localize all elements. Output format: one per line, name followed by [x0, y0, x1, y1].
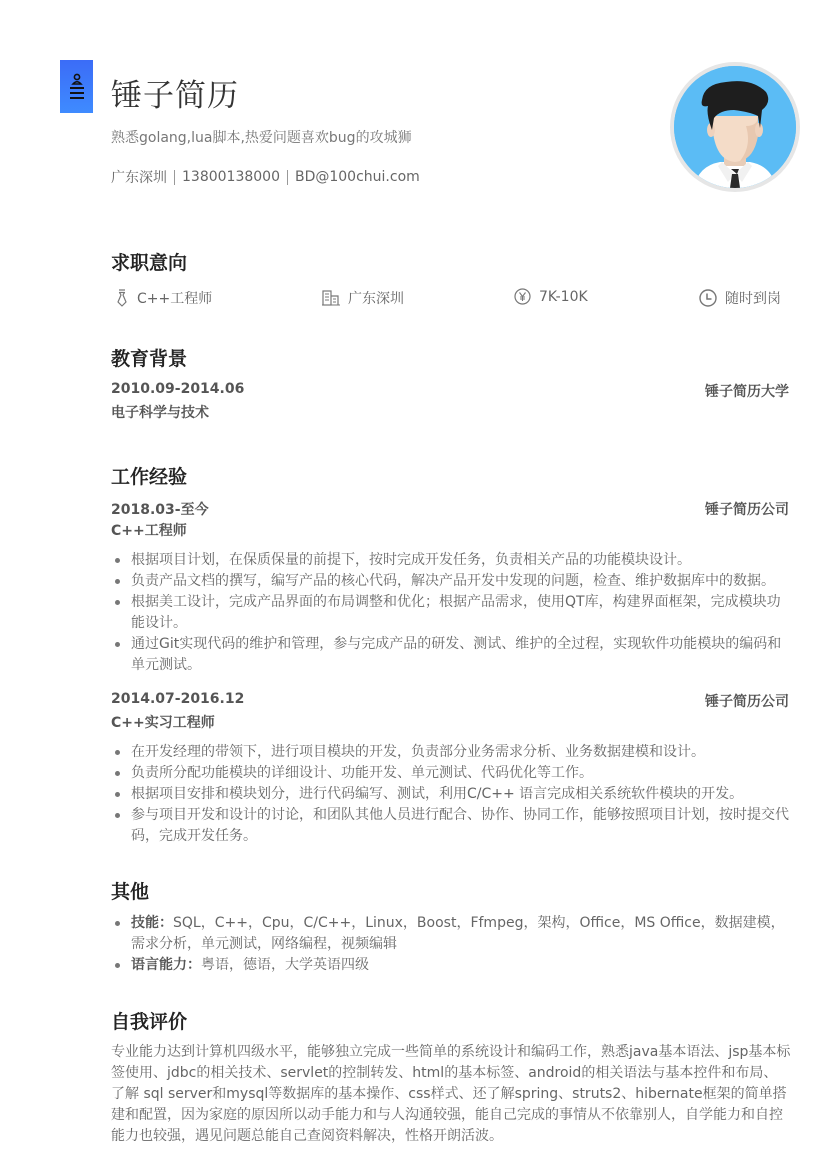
intent-position-label: C++工程师: [137, 291, 213, 307]
experience-duties-list: [111, 742, 791, 847]
avatar: [670, 62, 800, 192]
list-item: 参与项目开发和设计的讨论，和团队其他人员进行配合、协作、协同工作，能够按照项目计划，按时提交代码，完成开发任务。: [111, 805, 791, 847]
experience-role: C++实习工程师: [111, 715, 215, 731]
section-title-self-evaluation: 自我评价: [111, 1011, 188, 1033]
education-entry-header: [111, 381, 789, 401]
resume-user-icon: [67, 72, 87, 102]
experience-entry-header: [111, 691, 789, 711]
tie-icon: [115, 289, 129, 307]
self-evaluation-text: 专业能力达到计算机四级水平，能够独立完成一些简单的系统设计和编码工作，熟悉java基本语法、jsp基本标签使用、jdbc的相关技术、servlet的控制转发、html的基本标签、android的相关语法与基本控件和布局、了解 sql server和mysql等数据库的基本操作、css样式、还了解spring、struts2、hibernate框架的简单搭建和配置，因为家庭的原因所以动手能力和与人沟通较强，能自己完成的事情从不依靠别人，自学能力和自控能力也较强，遇见问题总能自己查阅资料解决，性格开朗活波。: [111, 1044, 791, 1144]
list-item: 负责产品文档的撰写，编写产品的核心代码，解决产品开发中发现的问题，检查、维护数据库中的数据。: [111, 571, 791, 592]
divider: [287, 170, 288, 185]
list-item: 根据美工设计，完成产品界面的布局调整和优化；根据产品需求，使用QT库，构建界面框架，完成模块功能设计。: [111, 592, 791, 634]
education-school: 锤子简历大学: [705, 384, 789, 400]
intent-availability: [699, 288, 781, 308]
section-title-education: 教育背景: [111, 348, 188, 370]
languages-label: 语言能力：: [131, 957, 201, 973]
intent-salary: [514, 288, 588, 305]
list-item: 在开发经理的带领下，进行项目模块的开发，负责部分业务需求分析、业务数据建模和设计。: [111, 742, 791, 763]
intent-position: [115, 288, 212, 308]
education-major: 电子科学与技术: [111, 405, 209, 421]
job-intent-row: [111, 288, 791, 308]
list-item: 通过Git实现代码的维护和管理，参与完成产品的研发、测试、维护的全过程，实现软件功能模块的编码和单元测试。: [111, 634, 791, 676]
building-icon: [322, 290, 340, 306]
experience-role: C++工程师: [111, 523, 187, 539]
section-title-job-intent: 求职意向: [111, 252, 188, 274]
list-item: 根据项目安排和模块划分，进行代码编写、测试，利用C/C++ 语言完成相关系统软件模块的开发。: [111, 784, 791, 805]
list-item-languages: [111, 955, 791, 976]
man-avatar-icon: [674, 66, 796, 188]
resume-logo-badge: [60, 60, 93, 113]
divider: [174, 170, 175, 185]
experience-duties-list: [111, 550, 791, 676]
contact-phone: 13800138000: [182, 169, 280, 185]
list-item: 负责所分配功能模块的详细设计、功能开发、单元测试、代码优化等工作。: [111, 763, 791, 784]
intent-city: [322, 288, 404, 308]
clock-icon: [699, 289, 717, 307]
intent-salary-label: 7K-10K: [539, 288, 588, 305]
education-period: 2010.09-2014.06: [111, 381, 245, 397]
list-item-skills: [111, 913, 791, 955]
experience-company: 锤子简历公司: [705, 694, 789, 710]
contact-location: 广东深圳: [111, 170, 167, 186]
intent-city-label: 广东深圳: [348, 291, 404, 307]
section-title-other: 其他: [111, 881, 150, 903]
experience-period: 2018.03-至今: [111, 502, 209, 518]
tagline: 熟悉golang,lua脚本,热爱问题喜欢bug的攻城狮: [111, 130, 412, 146]
experience-period: 2014.07-2016.12: [111, 691, 245, 707]
contact-line: [111, 167, 420, 187]
section-title-experience: 工作经验: [111, 466, 188, 488]
experience-company: 锤子简历公司: [705, 502, 789, 518]
skills-value: SQL，C++，Cpu，C/C++，Linux，Boost，Ffmpeg，架构，Office，MS Office，数据建模，需求分析，单元测试，网络编程，视频编辑: [131, 915, 785, 952]
experience-entry-header: [111, 499, 789, 519]
resume-name: 锤子简历: [111, 78, 239, 114]
list-item: 根据项目计划，在保质保量的前提下，按时完成开发任务，负责相关产品的功能模块设计。: [111, 550, 791, 571]
yen-icon: [514, 288, 531, 305]
skills-label: 技能：: [131, 915, 173, 931]
contact-email[interactable]: BD@100chui.com: [294, 169, 420, 185]
intent-availability-label: 随时到岗: [725, 291, 781, 307]
languages-value: 粤语，德语，大学英语四级: [201, 957, 369, 973]
other-list: [111, 913, 791, 976]
